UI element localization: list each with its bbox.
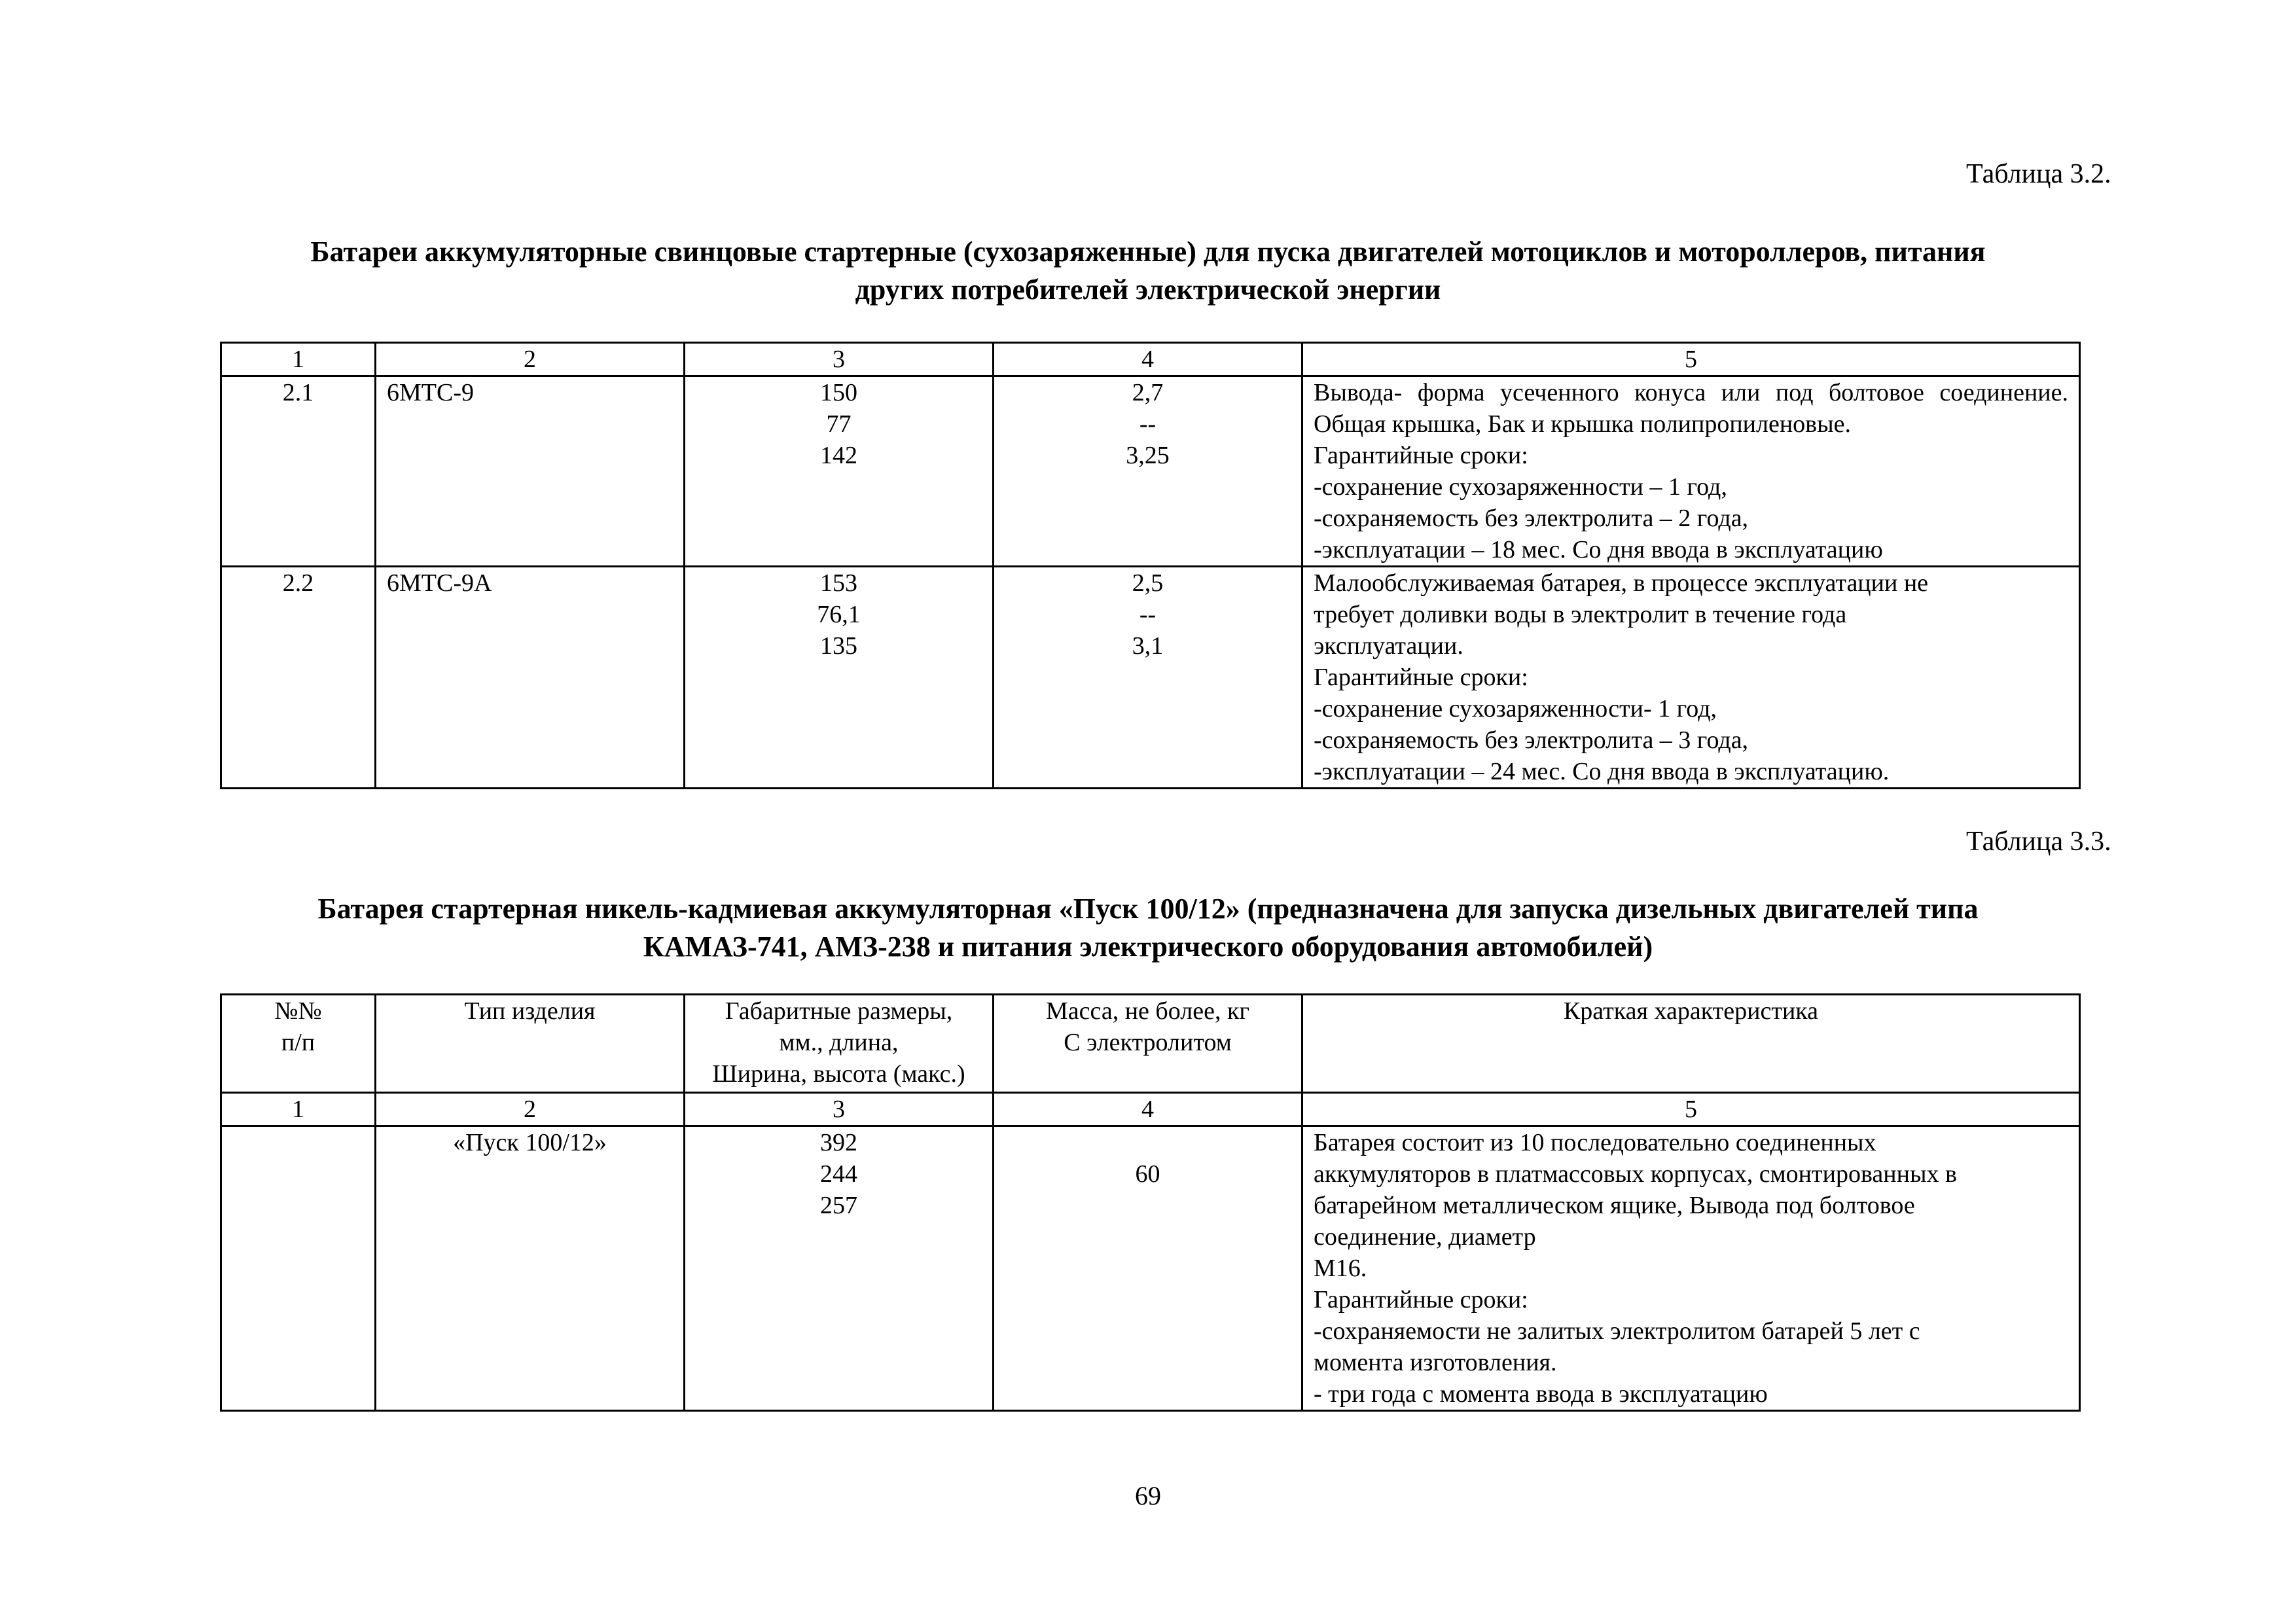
header-text: мм., длина, — [779, 1029, 899, 1056]
table-row — [221, 567, 2080, 789]
mass-cell — [994, 567, 1302, 789]
dimensions-cell — [685, 376, 994, 567]
mass-value: -- — [1139, 601, 1157, 628]
description-line: -сохранение сухозаряженности – 1 год, — [1314, 473, 1727, 501]
description-line: -сохраняемость без электролита – 3 года, — [1314, 726, 1749, 754]
column-number-row — [221, 1093, 2080, 1126]
description-cell — [1302, 1126, 2080, 1411]
dimension-value: 392 — [820, 1129, 857, 1156]
description-line: батарейном металлическом ящике, Вывода под болтовое — [1314, 1192, 1915, 1219]
header-row — [221, 995, 2080, 1093]
mass-value: 2,7 — [1132, 379, 1164, 406]
dimension-value: 257 — [820, 1192, 857, 1219]
table-label-3-2: Таблица 3.2. — [1966, 159, 2111, 189]
table-title-line: других потребителей электрической энергии — [855, 274, 1441, 306]
row-number: 2.2 — [221, 567, 376, 789]
description-line: -сохраняемость без электролита – 2 года, — [1314, 505, 1749, 532]
dimension-value: 77 — [826, 410, 852, 438]
description-line: Малообслуживаемая батарея, в процессе эксплуатации не — [1314, 569, 1929, 597]
description-line: М16. — [1314, 1255, 1367, 1282]
battery-table-3-2 — [220, 342, 2081, 789]
column-number: 1 — [221, 1093, 376, 1126]
dimensions-cell — [685, 567, 994, 789]
mass-cell — [994, 1126, 1302, 1411]
description-line: соединение, диаметр — [1314, 1223, 1536, 1251]
dimension-value: 244 — [820, 1160, 857, 1188]
description-line: -эксплуатации – 18 мес. Со дня ввода в эксплуатацию — [1314, 536, 1883, 563]
mass-cell — [994, 376, 1302, 567]
description-text: Вывода- форма усеченного конуса или под болтовое соединение. Общая крышка, Бак и крышка полипропиленовые. — [1314, 379, 2068, 438]
description-line: Батарея состоит из 10 последовательно соединенных — [1314, 1129, 1876, 1156]
table-title-3-2 — [131, 233, 2165, 309]
column-number: 3 — [685, 1093, 994, 1126]
header-mass — [994, 995, 1302, 1093]
description-line: аккумуляторов в платмассовых корпусах, смонтированных в — [1314, 1160, 1957, 1188]
mass-value: 60 — [1135, 1160, 1160, 1188]
column-number: 1 — [221, 343, 376, 376]
mass-value: 2,5 — [1132, 569, 1164, 597]
product-type: 6МТС-9 — [376, 376, 685, 567]
product-type: 6МТС-9А — [376, 567, 685, 789]
dimension-value: 76,1 — [817, 601, 861, 628]
table-title-line: КАМАЗ-741, АМЗ-238 и питания электрического оборудования автомобилей) — [643, 931, 1653, 963]
table-title-line: Батареи аккумуляторные свинцовые стартерные (сухозаряженные) для пуска двигателей мотоциклов и мотороллеров, питания — [310, 236, 1986, 268]
row-number — [221, 1126, 376, 1411]
dimension-value: 142 — [820, 442, 857, 469]
column-number: 4 — [994, 343, 1302, 376]
header-text: Масса, не более, кг — [1046, 997, 1249, 1025]
column-number: 2 — [376, 343, 685, 376]
dimension-value: 150 — [820, 379, 857, 406]
page-number: 69 — [1135, 1481, 1161, 1510]
dimensions-cell — [685, 1126, 994, 1411]
mass-value: 3,1 — [1132, 632, 1164, 660]
mass-value: 3,25 — [1126, 442, 1170, 469]
table-title-3-3 — [131, 890, 2165, 966]
description-line: - три года с момента ввода в эксплуатацию — [1314, 1380, 1768, 1408]
description-cell — [1302, 567, 2080, 789]
mass-value: -- — [1139, 410, 1157, 438]
table-row — [221, 376, 2080, 567]
description-line: требует доливки воды в электролит в течение года — [1314, 601, 1847, 628]
description-line: момента изготовления. — [1314, 1349, 1557, 1376]
description-line: -эксплуатации – 24 мес. Со дня ввода в эксплуатацию. — [1314, 758, 1890, 785]
description-line: Гарантийные сроки: — [1314, 1286, 1528, 1313]
header-text: Краткая характеристика — [1563, 997, 1819, 1025]
header-text: Тип изделия — [464, 997, 596, 1025]
column-number: 2 — [376, 1093, 685, 1126]
header-dimensions — [685, 995, 994, 1093]
dimension-value: 135 — [820, 632, 857, 660]
column-number-row — [221, 343, 2080, 376]
header-number — [221, 995, 376, 1093]
description-line: Гарантийные сроки: — [1314, 442, 1528, 469]
table-row — [221, 1126, 2080, 1411]
table-label-3-3: Таблица 3.3. — [1966, 827, 2111, 857]
header-text: п/п — [281, 1029, 315, 1056]
description-line: эксплуатации. — [1314, 632, 1463, 660]
header-type — [376, 995, 685, 1093]
column-number: 5 — [1302, 343, 2080, 376]
header-description — [1302, 995, 2080, 1093]
header-text: №№ — [274, 997, 322, 1025]
header-text: Ширина, высота (макс.) — [712, 1060, 965, 1088]
header-text: С электролитом — [1064, 1029, 1232, 1056]
row-number: 2.1 — [221, 376, 376, 567]
header-text: Габаритные размеры, — [725, 997, 953, 1025]
battery-table-3-3 — [220, 993, 2081, 1412]
description-line: -сохранение сухозаряженности- 1 год, — [1314, 695, 1717, 722]
product-type: «Пуск 100/12» — [376, 1126, 685, 1411]
description-line: Гарантийные сроки: — [1314, 664, 1528, 691]
description-cell — [1302, 376, 2080, 567]
column-number: 5 — [1302, 1093, 2080, 1126]
description-line: -сохраняемости не залитых электролитом батарей 5 лет с — [1314, 1317, 1920, 1345]
table-title-line: Батарея стартерная никель-кадмиевая аккумуляторная «Пуск 100/12» (предназначена для запуска дизельных двигателей типа — [317, 893, 1979, 925]
dimension-value: 153 — [820, 569, 857, 597]
column-number: 4 — [994, 1093, 1302, 1126]
column-number: 3 — [685, 343, 994, 376]
